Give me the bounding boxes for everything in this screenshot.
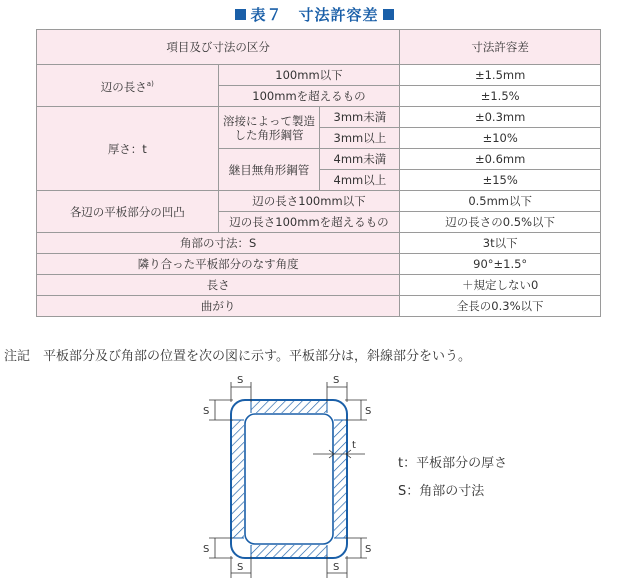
angle-label: 隣り合った平板部分のなす角度 xyxy=(37,254,400,275)
table-row xyxy=(37,191,601,212)
label-s: S xyxy=(365,406,372,417)
condition-cell: 辺の長さ100mmを超えるもの xyxy=(218,212,400,233)
corner-size-label: 角部の寸法：S xyxy=(37,233,400,254)
label-s: S xyxy=(203,544,210,555)
condition-cell: 4mm以上 xyxy=(320,170,400,191)
tolerance-cell: ±1.5% xyxy=(400,86,601,107)
legend-thickness: t：平板部分の厚さ xyxy=(398,456,508,471)
tolerance-table xyxy=(36,29,601,317)
tolerance-cell: 0.5mm以下 xyxy=(400,191,601,212)
tolerance-cell: ±15% xyxy=(400,170,601,191)
header-tolerance: 寸法許容差 xyxy=(400,30,601,65)
table-row xyxy=(37,275,601,296)
seamless-label: 継目無角形鋼管 xyxy=(218,149,320,191)
table-row xyxy=(37,107,601,128)
condition-cell: 4mm未満 xyxy=(320,149,400,170)
condition-cell: 3mm以上 xyxy=(320,128,400,149)
table-row xyxy=(37,254,601,275)
tolerance-cell: ＋規定しない0 xyxy=(400,275,601,296)
cross-section-diagram xyxy=(195,372,385,582)
thickness-label: 厚さ：t xyxy=(37,107,219,191)
condition-cell: 3mm未満 xyxy=(320,107,400,128)
condition-cell: 100mm以下 xyxy=(218,65,400,86)
tolerance-cell: ±0.6mm xyxy=(400,149,601,170)
label-s: S xyxy=(365,544,372,555)
label-s: S xyxy=(237,562,244,573)
tolerance-cell: ±10% xyxy=(400,128,601,149)
tolerance-cell: 3t以下 xyxy=(400,233,601,254)
table-row xyxy=(37,65,601,86)
condition-cell: 100mmを超えるもの xyxy=(218,86,400,107)
label-t: t xyxy=(352,440,356,451)
tolerance-cell: 全長の0.3%以下 xyxy=(400,296,601,317)
tolerance-cell: ±0.3mm xyxy=(400,107,601,128)
tolerance-cell: ±1.5mm xyxy=(400,65,601,86)
tolerance-cell: 辺の長さの0.5%以下 xyxy=(400,212,601,233)
flat-concavity-label: 各辺の平板部分の凹凸 xyxy=(37,191,219,233)
table-header-row xyxy=(37,30,601,65)
side-length-label: 辺の長さ$^{a)}$ xyxy=(37,65,219,107)
table-title: 表７ 寸法許容差 xyxy=(0,4,629,25)
tolerance-cell: 90°±1.5° xyxy=(400,254,601,275)
table-row xyxy=(37,296,601,317)
welded-label: 溶接によって製造した角形鋼管 xyxy=(218,107,320,149)
bend-label: 曲がり xyxy=(37,296,400,317)
tube-section xyxy=(231,400,347,558)
legend-corner-size: S：角部の寸法 xyxy=(398,484,485,499)
condition-cell: 辺の長さ100mm以下 xyxy=(218,191,400,212)
table-row xyxy=(37,233,601,254)
label-s: S xyxy=(237,375,244,386)
label-s: S xyxy=(333,562,340,573)
label-s: S xyxy=(203,406,210,417)
footnote: 注記 平板部分及び角部の位置を次の図に示す。平板部分は，斜線部分をいう。 xyxy=(4,349,471,364)
length-label: 長さ xyxy=(37,275,400,296)
label-s: S xyxy=(333,375,340,386)
header-item: 項目及び寸法の区分 xyxy=(37,30,400,65)
